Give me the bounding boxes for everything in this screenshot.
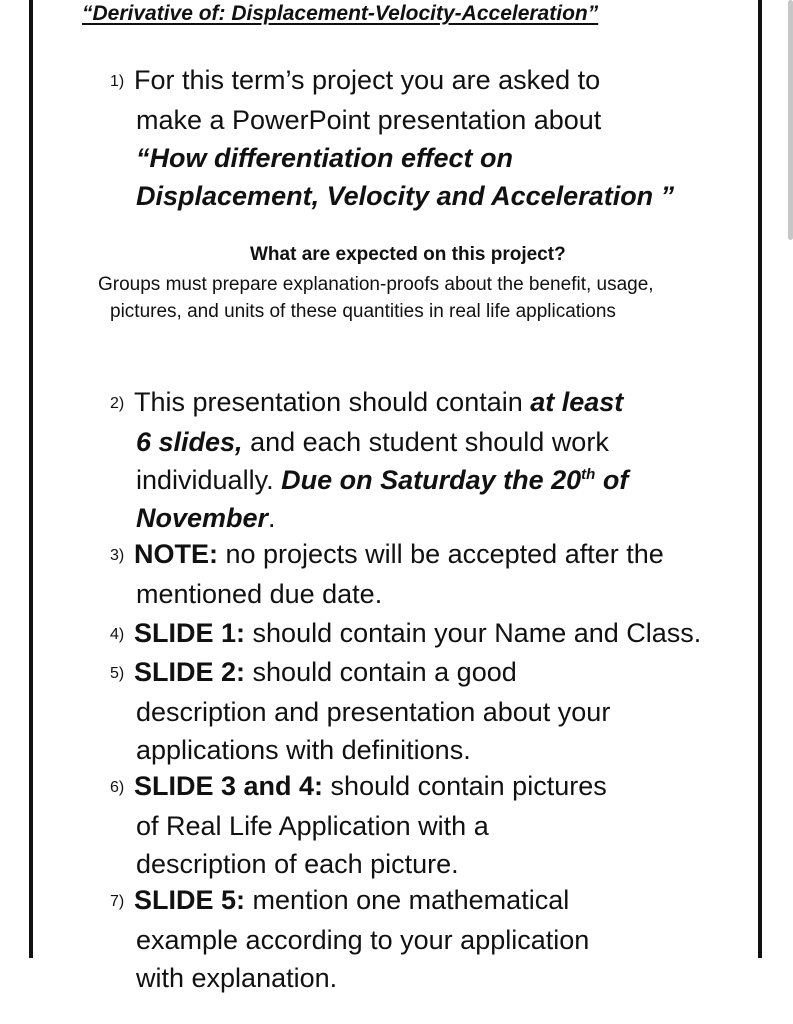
item6-number: 6): [110, 779, 125, 796]
list-item-1: [110, 61, 674, 215]
item2-line2: 6 slides, and each student should work: [136, 427, 609, 457]
item6-line3: description of each picture.: [136, 849, 459, 879]
item6-line1: 6) SLIDE 3 and 4: should contain pictures: [110, 767, 607, 807]
item3-line1: 3) NOTE: no projects will be accepted after the: [110, 535, 664, 575]
item1-number: 1): [110, 73, 125, 90]
item6-line2: of Real Life Application with a: [136, 811, 489, 841]
item3-number: 3): [110, 547, 125, 564]
expectations-text: [98, 271, 654, 325]
document-title: “Derivative of: Displacement-Velocity-Acceleration”: [82, 2, 599, 25]
item2-number: 2): [110, 395, 125, 412]
item3-line2: mentioned due date.: [136, 579, 383, 609]
list-item-4: [110, 614, 701, 654]
item7-line2: example according to your application: [136, 925, 590, 955]
item5-line3: applications with definitions.: [136, 735, 471, 765]
page-border-right: [758, 0, 762, 958]
item5-line1: 5) SLIDE 2: should contain a good: [110, 653, 610, 693]
item7-line3: with explanation.: [136, 963, 338, 993]
item4-line1: 4) SLIDE 1: should contain your Name and Class.: [110, 614, 701, 654]
item1-line3: “How differentiation effect on: [136, 143, 514, 173]
expectations-line1: Groups must prepare explanation-proofs about the benefit, usage,: [98, 274, 654, 295]
item2-line1: 2) This presentation should contain at least: [110, 383, 628, 423]
item5-number: 5): [110, 665, 125, 682]
item2-line4: November.: [136, 503, 276, 533]
item5-line2: description and presentation about your: [136, 697, 611, 727]
item1-line1: 1) For this term’s project you are asked to: [110, 61, 674, 101]
list-item-7: [110, 881, 589, 997]
item2-line3: individually. Due on Saturday the 20th of: [136, 465, 629, 495]
item1-line2: make a PowerPoint presentation about: [136, 105, 602, 135]
expectations-heading: What are expected on this project?: [250, 244, 566, 265]
item1-line4: Displacement, Velocity and Acceleration ”: [136, 181, 675, 211]
item7-line1: 7) SLIDE 5: mention one mathematical: [110, 881, 589, 921]
item4-number: 4): [110, 626, 125, 643]
page-border-left: [29, 0, 33, 958]
list-item-6: [110, 767, 607, 883]
scrollbar-thumb[interactable]: [788, 0, 793, 240]
expectations-line2: pictures, and units of these quantities in real life applications: [110, 301, 616, 322]
item7-number: 7): [110, 893, 125, 910]
list-item-2: [110, 383, 628, 537]
list-item-3: [110, 535, 664, 613]
list-item-5: [110, 653, 610, 769]
